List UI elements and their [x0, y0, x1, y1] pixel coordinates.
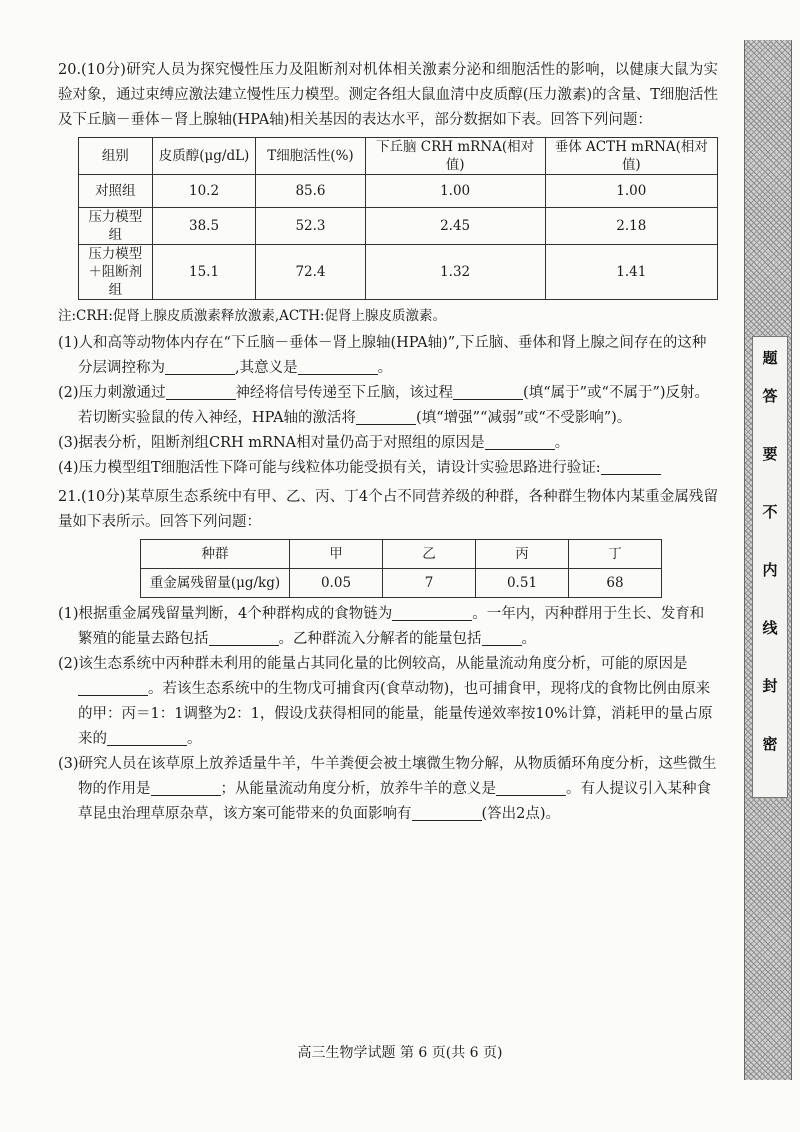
q20-sub2-text-a: (2)压力刺激通过	[58, 385, 166, 401]
q20-table	[78, 137, 718, 300]
table-header-cell: 皮质醇(μg/dL)	[152, 138, 256, 175]
table-header-cell: 垂体 ACTH mRNA(相对值)	[545, 138, 717, 175]
answer-blank[interactable]	[601, 458, 661, 475]
q20-sub3-text-b: 。	[554, 435, 570, 451]
seal-notice-char: 不	[762, 503, 778, 521]
q21-sub1	[58, 602, 718, 652]
table-cell: 7	[383, 569, 476, 598]
answer-blank[interactable]	[485, 433, 555, 450]
q21-sub1-text-b: 。一年内，丙种群用于生长、发育和繁殖的能量去路包括	[78, 606, 705, 647]
q21-sub2-text-a: (2)该生态系统中丙种群未利用的能量占其同化量的比例较高，从能量流动角度分析，可能的原因是	[58, 656, 688, 672]
q21-sub3-text-d: (答出2点)。	[481, 806, 561, 822]
answer-blank[interactable]	[165, 358, 235, 375]
q20-sub2	[58, 381, 718, 431]
q21-table	[140, 539, 662, 598]
q21-sub3-text-c: 。有人提议引入某种食草昆虫治理草原杂草，该方案可能带来的负面影响有	[78, 781, 711, 822]
seal-notice-char: 答	[762, 387, 778, 405]
table-cell: 68	[569, 569, 662, 598]
table-header-cell: 丙	[476, 540, 569, 569]
answer-blank[interactable]	[356, 408, 416, 425]
seal-notice-char: 内	[762, 561, 778, 579]
table-cell: 1.41	[545, 245, 717, 300]
answer-blank[interactable]	[298, 358, 378, 375]
seal-notice-char: 要	[762, 445, 778, 463]
answer-blank[interactable]	[453, 383, 523, 400]
table-header-cell: 组别	[79, 138, 153, 175]
table-cell: 2.18	[545, 208, 717, 245]
table-cell: 10.2	[152, 175, 256, 208]
table-header-cell: 下丘脑 CRH mRNA(相对值)	[365, 138, 545, 175]
seal-notice-char: 密	[762, 735, 778, 753]
answer-blank[interactable]	[151, 779, 221, 796]
table-cell: 重金属残留量(μg/kg)	[141, 569, 290, 598]
q20-sub1-text-a: (1)人和高等动物体内存在“下丘脑－垂体－肾上腺轴(HPA轴)”,下丘脑、垂体和肾上腺之间存在的这种分层调控称为	[58, 335, 707, 376]
q21-intro: 21.(10分)某草原生态系统中有甲、乙、丙、丁4个占不同营养级的种群，各种群生物体内某重金属残留量如下表所示。回答下列问题：	[58, 489, 718, 530]
q20-sub3	[58, 431, 718, 456]
q21-sub1-text-a: (1)根据重金属残留量判断，4个种群构成的食物链为	[58, 606, 393, 622]
table-cell: 对照组	[79, 175, 153, 208]
q21-sub2-text-c: 。	[187, 731, 202, 747]
table-row	[79, 175, 718, 208]
page-footer: 高三生物学试题 第 6 页(共 6 页)	[297, 1045, 503, 1061]
q20-sub3-text-a: (3)据表分析，阻断剂组CRH mRNA相对量仍高于对照组的原因是	[58, 435, 485, 451]
table-cell: 0.51	[476, 569, 569, 598]
seal-notice-char: 封	[762, 677, 778, 695]
table-cell: 0.05	[290, 569, 383, 598]
table-cell: 1.32	[365, 245, 545, 300]
q21-sub1-text-c: 。乙种群流入分解者的能量包括	[278, 631, 482, 647]
q21-sub3-text-a: (3)研究人员在该草原上放养适量牛羊，牛羊粪便会被土壤微生物分解，从物质循环角度分析，这些微生物的作用是	[58, 756, 717, 797]
answer-blank[interactable]	[482, 629, 522, 646]
table-header-row	[141, 540, 662, 569]
answer-blank[interactable]	[107, 729, 187, 746]
q20-sub2-text-c: (填“属于”或“不属于”)反射。若切断实验鼠的传入神经，HPA轴的激活将	[78, 385, 710, 426]
table-cell: 1.00	[365, 175, 545, 208]
table-cell: 85.6	[256, 175, 365, 208]
q21-sub2-text-b: 。若该生态系统中的生物戊可捕食丙(食草动物)，也可捕食甲，现将戊的食物比例由原来的甲：丙＝1：1调整为2：1，假设戊获得相同的能量，能量传递效率按10%计算，消耗甲的量占原来的	[78, 681, 713, 747]
answer-blank[interactable]	[392, 604, 472, 621]
seal-notice-char: 题	[762, 349, 778, 367]
table-cell: 压力模型＋阻断剂组	[79, 245, 153, 300]
q21-sub1-text-d: 。	[521, 631, 536, 647]
table-header-cell: 乙	[383, 540, 476, 569]
table-cell: 15.1	[152, 245, 256, 300]
table-note: 注:CRH:促肾上腺皮质激素释放激素,ACTH:促肾上腺皮质激素。	[58, 308, 447, 324]
table-header-cell: 种群	[141, 540, 290, 569]
q20-sub1-text-b: ,其意义是	[235, 360, 298, 376]
q21-sub3	[58, 752, 718, 827]
table-header-cell: 丁	[569, 540, 662, 569]
q20-sub4	[58, 456, 718, 481]
table-cell: 1.00	[545, 175, 717, 208]
table-row	[79, 208, 718, 245]
table-cell: 72.4	[256, 245, 365, 300]
seal-notice-char: 线	[762, 619, 778, 637]
q21-sub3-text-b: ；从能量流动角度分析，放养牛羊的意义是	[220, 781, 496, 797]
table-cell: 38.5	[152, 208, 256, 245]
answer-blank[interactable]	[412, 804, 482, 821]
table-cell: 压力模型组	[79, 208, 153, 245]
q20-intro: 20.(10分)研究人员为探究慢性压力及阻断剂对机体相关激素分泌和细胞活性的影响，以健康大鼠为实验对象，通过束缚应激法建立慢性压力模型。测定各组大鼠血清中皮质醇(压力激素)的含量、T细胞活性及下丘脑－垂体－肾上腺轴(HPA轴)相关基因的表达水平，部分数据如下表。回答下列问题：	[58, 62, 718, 128]
seal-line-notice	[752, 336, 788, 798]
q20-sub2-text-b: 神经将信号传递至下丘脑，该过程	[235, 385, 454, 401]
table-cell: 52.3	[256, 208, 365, 245]
table-header-cell: 甲	[290, 540, 383, 569]
table-header-cell: T细胞活性(%)	[256, 138, 365, 175]
table-row	[141, 569, 662, 598]
q20-sub4-text-a: (4)压力模型组T细胞活性下降可能与线粒体功能受损有关，请设计实验思路进行验证:	[58, 460, 601, 476]
table-row	[79, 245, 718, 300]
q20-sub2-text-d: (填“增强”“减弱”或“不受影响”)。	[416, 410, 632, 426]
page-content	[58, 58, 718, 827]
table-cell: 2.45	[365, 208, 545, 245]
answer-blank[interactable]	[166, 383, 236, 400]
answer-blank[interactable]	[209, 629, 279, 646]
answer-blank[interactable]	[78, 679, 148, 696]
q21-sub2	[58, 652, 718, 752]
q20-sub1-text-c: 。	[377, 360, 393, 376]
q20-sub1	[58, 331, 718, 381]
table-header-row	[79, 138, 718, 175]
answer-blank[interactable]	[496, 779, 566, 796]
